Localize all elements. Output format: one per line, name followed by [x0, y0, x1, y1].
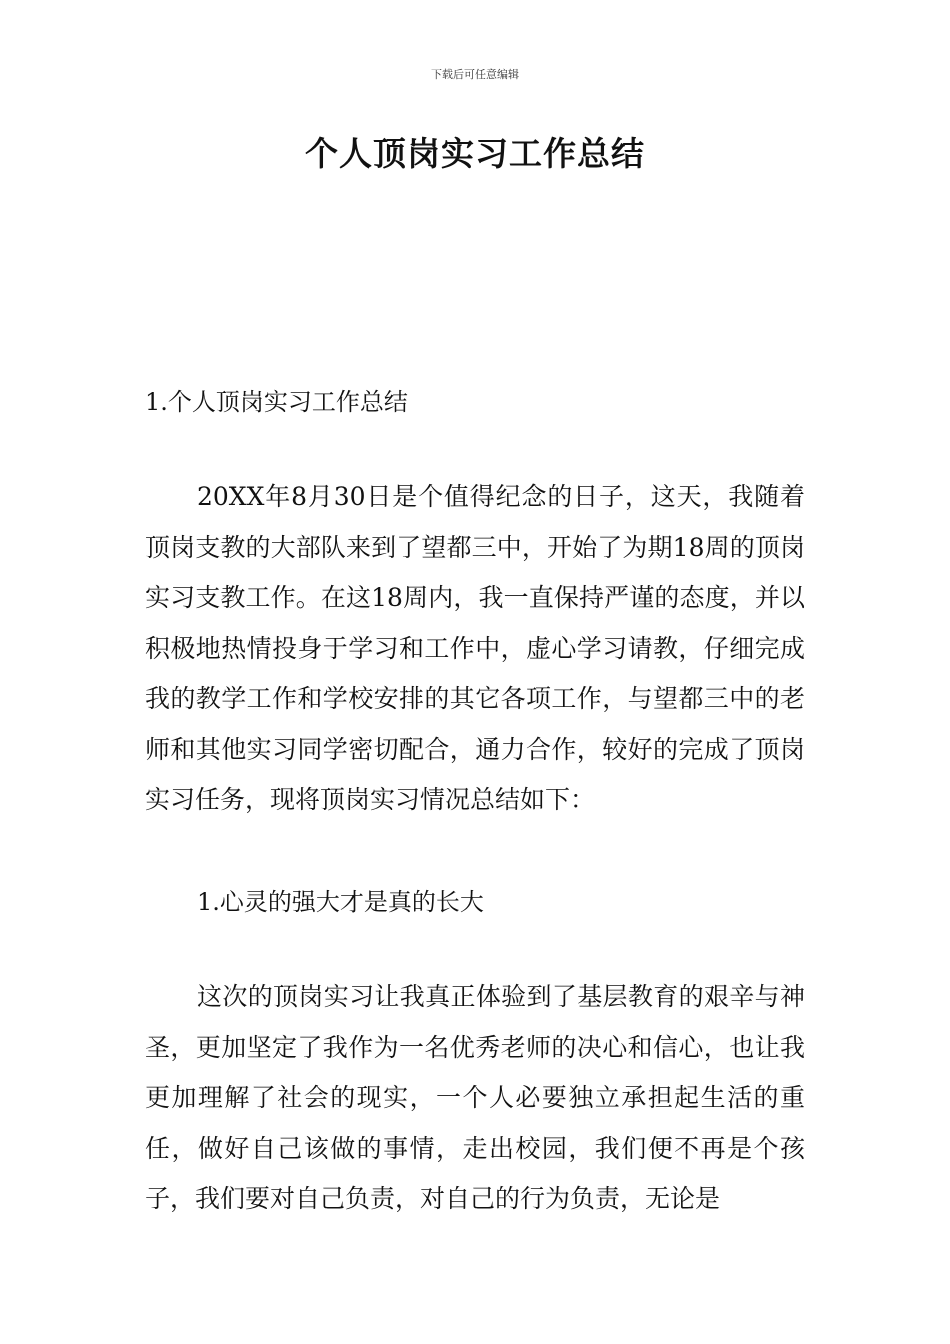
intro-paragraph: 20XX年8月30日是个值得纪念的日子，这天，我随着顶岗支教的大部队来到了望都三中，开始了为期18周的顶岗实习支教工作。在这18周内，我一直保持严谨的态度，并以积极地热情投身于学习和工作中，虚心学习请教，仔细完成我的教学工作和学校安排的其它各项工作，与望都三中的老师和其他实习同学密切配合，通力合作，较好的完成了顶岗实习任务，现将顶岗实习情况总结如下：	[145, 482, 805, 814]
body-paragraph: 这次的顶岗实习让我真正体验到了基层教育的艰辛与神圣，更加坚定了我作为一名优秀老师的决心和信心，也让我更加理解了社会的现实，一个人必要独立承担起生活的重任，做好自己该做的事情，走出校园，我们便不再是个孩子，我们要对自己负责，对自己的行为负责，无论是	[145, 982, 805, 1213]
header-note: 下载后可任意编辑	[431, 68, 519, 81]
document-title: 个人顶岗实习工作总结	[305, 134, 645, 173]
section-heading: 1.个人顶岗实习工作总结	[145, 388, 408, 416]
subsection-heading: 1.心灵的强大才是真的长大	[197, 888, 484, 916]
